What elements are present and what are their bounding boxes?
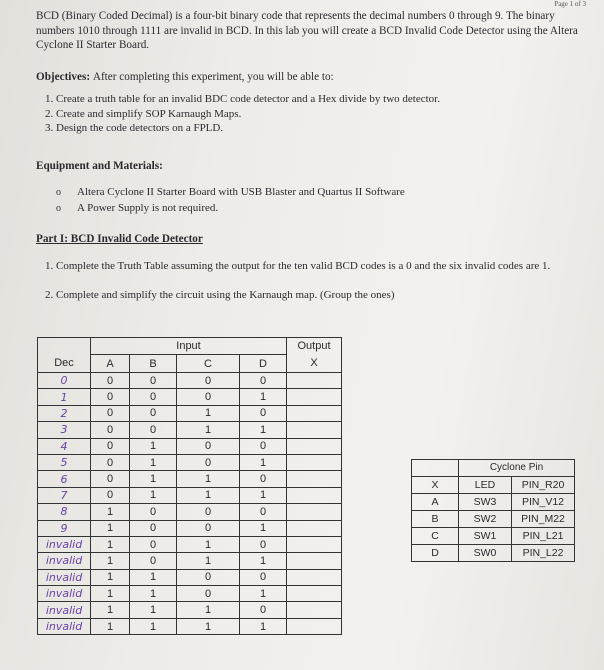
truth-table-body [38, 373, 342, 635]
x-cell[interactable] [287, 618, 342, 634]
device-cell: SW1 [459, 528, 512, 545]
b-cell: 1 [130, 618, 177, 634]
d-cell: 0 [240, 602, 287, 618]
pin-cell: PIN_M22 [512, 511, 575, 528]
table-row [38, 405, 342, 421]
steps-list [36, 259, 576, 316]
signal-cell: D [412, 545, 459, 562]
c-cell: 0 [177, 569, 240, 585]
dec-cell: invalid [38, 618, 91, 634]
x-cell[interactable] [287, 454, 342, 470]
equipment-heading: Equipment and Materials: [36, 160, 163, 172]
a-cell: 0 [91, 405, 130, 421]
a-cell: 1 [91, 553, 130, 569]
dec-cell: invalid [38, 586, 91, 602]
dec-cell: invalid [38, 536, 91, 552]
c-cell: 0 [177, 520, 240, 536]
a-cell: 0 [91, 471, 130, 487]
a-cell: 1 [91, 602, 130, 618]
dec-cell: invalid [38, 553, 91, 569]
objective-item: 3. Design the code detectors on a FPLD. [56, 121, 440, 136]
x-cell[interactable] [287, 569, 342, 585]
d-cell: 0 [240, 438, 287, 454]
x-cell[interactable] [287, 602, 342, 618]
b-cell: 1 [130, 586, 177, 602]
table-row [38, 520, 342, 536]
equipment-item: o A Power Supply is not required. [56, 201, 405, 217]
a-header: A [91, 355, 130, 373]
x-cell[interactable] [287, 586, 342, 602]
b-cell: 0 [130, 373, 177, 389]
dec-cell: 3 [38, 422, 91, 438]
c-cell: 1 [177, 618, 240, 634]
d-cell: 1 [240, 389, 287, 405]
output-header: Output [287, 338, 342, 355]
b-cell: 1 [130, 438, 177, 454]
device-cell: SW0 [459, 545, 512, 562]
c-header: C [177, 355, 240, 373]
c-cell: 0 [177, 586, 240, 602]
d-cell: 0 [240, 471, 287, 487]
dec-cell: invalid [38, 569, 91, 585]
b-cell: 0 [130, 389, 177, 405]
a-cell: 0 [91, 454, 130, 470]
d-cell: 0 [240, 504, 287, 520]
c-cell: 1 [177, 471, 240, 487]
dec-cell: 1 [38, 389, 91, 405]
pin-row [412, 511, 575, 528]
pin-blank-cell [412, 460, 459, 477]
c-cell: 1 [177, 536, 240, 552]
table-row [38, 602, 342, 618]
x-cell[interactable] [287, 536, 342, 552]
a-cell: 1 [91, 520, 130, 536]
signal-cell: X [412, 477, 459, 494]
b-cell: 0 [130, 520, 177, 536]
d-cell: 0 [240, 536, 287, 552]
dec-cell: 2 [38, 405, 91, 421]
d-cell: 1 [240, 618, 287, 634]
c-cell: 0 [177, 504, 240, 520]
pin-cell: PIN_L21 [512, 528, 575, 545]
x-cell[interactable] [287, 438, 342, 454]
a-cell: 0 [91, 422, 130, 438]
equipment-list [56, 185, 405, 216]
b-cell: 1 [130, 487, 177, 503]
d-cell: 0 [240, 405, 287, 421]
c-cell: 0 [177, 438, 240, 454]
b-cell: 1 [130, 471, 177, 487]
objective-item: 2. Create and simplify SOP Karnaugh Maps. [56, 107, 440, 122]
device-cell: SW3 [459, 494, 512, 511]
table-row [38, 536, 342, 552]
d-cell: 1 [240, 487, 287, 503]
table-row [38, 438, 342, 454]
x-cell[interactable] [287, 553, 342, 569]
pin-row [412, 545, 575, 562]
d-cell: 1 [240, 520, 287, 536]
c-cell: 0 [177, 373, 240, 389]
dec-cell: 5 [38, 454, 91, 470]
a-cell: 1 [91, 569, 130, 585]
table-row [38, 422, 342, 438]
dec-cell: 7 [38, 487, 91, 503]
pin-cell: PIN_L22 [512, 545, 575, 562]
a-cell: 0 [91, 487, 130, 503]
dec-cell: 9 [38, 520, 91, 536]
a-cell: 1 [91, 618, 130, 634]
b-header: B [130, 355, 177, 373]
d-cell: 1 [240, 553, 287, 569]
signal-cell: C [412, 528, 459, 545]
a-cell: 0 [91, 438, 130, 454]
pin-table [411, 459, 575, 562]
b-cell: 1 [130, 602, 177, 618]
cyclone-pin-header: Cyclone Pin [459, 460, 575, 477]
objectives-list [36, 92, 440, 136]
step-item: 1. Complete the Truth Table assuming the output for the ten valid BCD codes is a 0 and the six invalid codes are 1. [56, 259, 576, 274]
c-cell: 1 [177, 602, 240, 618]
d-cell: 1 [240, 586, 287, 602]
x-cell[interactable] [287, 520, 342, 536]
pin-row [412, 477, 575, 494]
x-cell[interactable] [287, 487, 342, 503]
b-cell: 0 [130, 536, 177, 552]
device-cell: LED [459, 477, 512, 494]
c-cell: 0 [177, 454, 240, 470]
a-cell: 0 [91, 373, 130, 389]
b-cell: 1 [130, 569, 177, 585]
x-cell[interactable] [287, 422, 342, 438]
x-header: X [287, 355, 342, 373]
b-cell: 0 [130, 504, 177, 520]
x-cell[interactable] [287, 373, 342, 389]
dec-header: Dec [38, 355, 91, 373]
intro-paragraph: BCD (Binary Coded Decimal) is a four-bit binary code that represents the decimal numbers 0 through 9. The binary numbers 1010 through 1111 are invalid in BCD. In this lab you will create a BCD Invalid Code Detector using the Altera Cyclone II Starter Board. [36, 10, 578, 51]
objectives-heading [36, 71, 334, 83]
d-cell: 0 [240, 373, 287, 389]
table-row [38, 504, 342, 520]
x-cell[interactable] [287, 471, 342, 487]
dec-cell: 4 [38, 438, 91, 454]
device-cell: SW2 [459, 511, 512, 528]
d-cell: 1 [240, 422, 287, 438]
table-row [38, 586, 342, 602]
table-row [38, 553, 342, 569]
d-cell: 1 [240, 454, 287, 470]
b-cell: 1 [130, 454, 177, 470]
a-cell: 1 [91, 504, 130, 520]
c-cell: 1 [177, 553, 240, 569]
table-row [38, 487, 342, 503]
step-item: 2. Complete and simplify the circuit using the Karnaugh map. (Group the ones) [56, 288, 576, 303]
b-cell: 0 [130, 405, 177, 421]
c-cell: 1 [177, 405, 240, 421]
pin-row [412, 528, 575, 545]
a-cell: 1 [91, 536, 130, 552]
dec-cell: invalid [38, 602, 91, 618]
c-cell: 0 [177, 389, 240, 405]
b-cell: 0 [130, 553, 177, 569]
signal-cell: B [412, 511, 459, 528]
x-cell[interactable] [287, 389, 342, 405]
dec-cell: 0 [38, 373, 91, 389]
b-cell: 0 [130, 422, 177, 438]
c-cell: 1 [177, 422, 240, 438]
pin-table-body [412, 477, 575, 562]
empty-header-cell [38, 338, 91, 355]
x-cell[interactable] [287, 504, 342, 520]
a-cell: 0 [91, 389, 130, 405]
table-row [38, 389, 342, 405]
a-cell: 1 [91, 586, 130, 602]
objectives-label: Objectives: [36, 71, 91, 83]
dec-cell: 6 [38, 471, 91, 487]
page-number: Page 1 of 3 [554, 0, 586, 8]
part-heading: Part I: BCD Invalid Code Detector [36, 233, 203, 245]
table-row [38, 373, 342, 389]
input-header: Input [91, 338, 287, 355]
table-row [38, 454, 342, 470]
signal-cell: A [412, 494, 459, 511]
table-row [38, 569, 342, 585]
table-row [38, 618, 342, 634]
d-cell: 0 [240, 569, 287, 585]
c-cell: 1 [177, 487, 240, 503]
pin-row [412, 494, 575, 511]
objectives-lead: After completing this experiment, you will be able to: [92, 71, 334, 83]
d-header: D [240, 355, 287, 373]
objective-item: 1. Create a truth table for an invalid BDC code detector and a Hex divide by two detector. [56, 92, 440, 107]
truth-table [37, 337, 342, 635]
pin-cell: PIN_V12 [512, 494, 575, 511]
pin-cell: PIN_R20 [512, 477, 575, 494]
table-row [38, 471, 342, 487]
dec-cell: 8 [38, 504, 91, 520]
equipment-item: o Altera Cyclone II Starter Board with USB Blaster and Quartus II Software [56, 185, 405, 201]
x-cell[interactable] [287, 405, 342, 421]
